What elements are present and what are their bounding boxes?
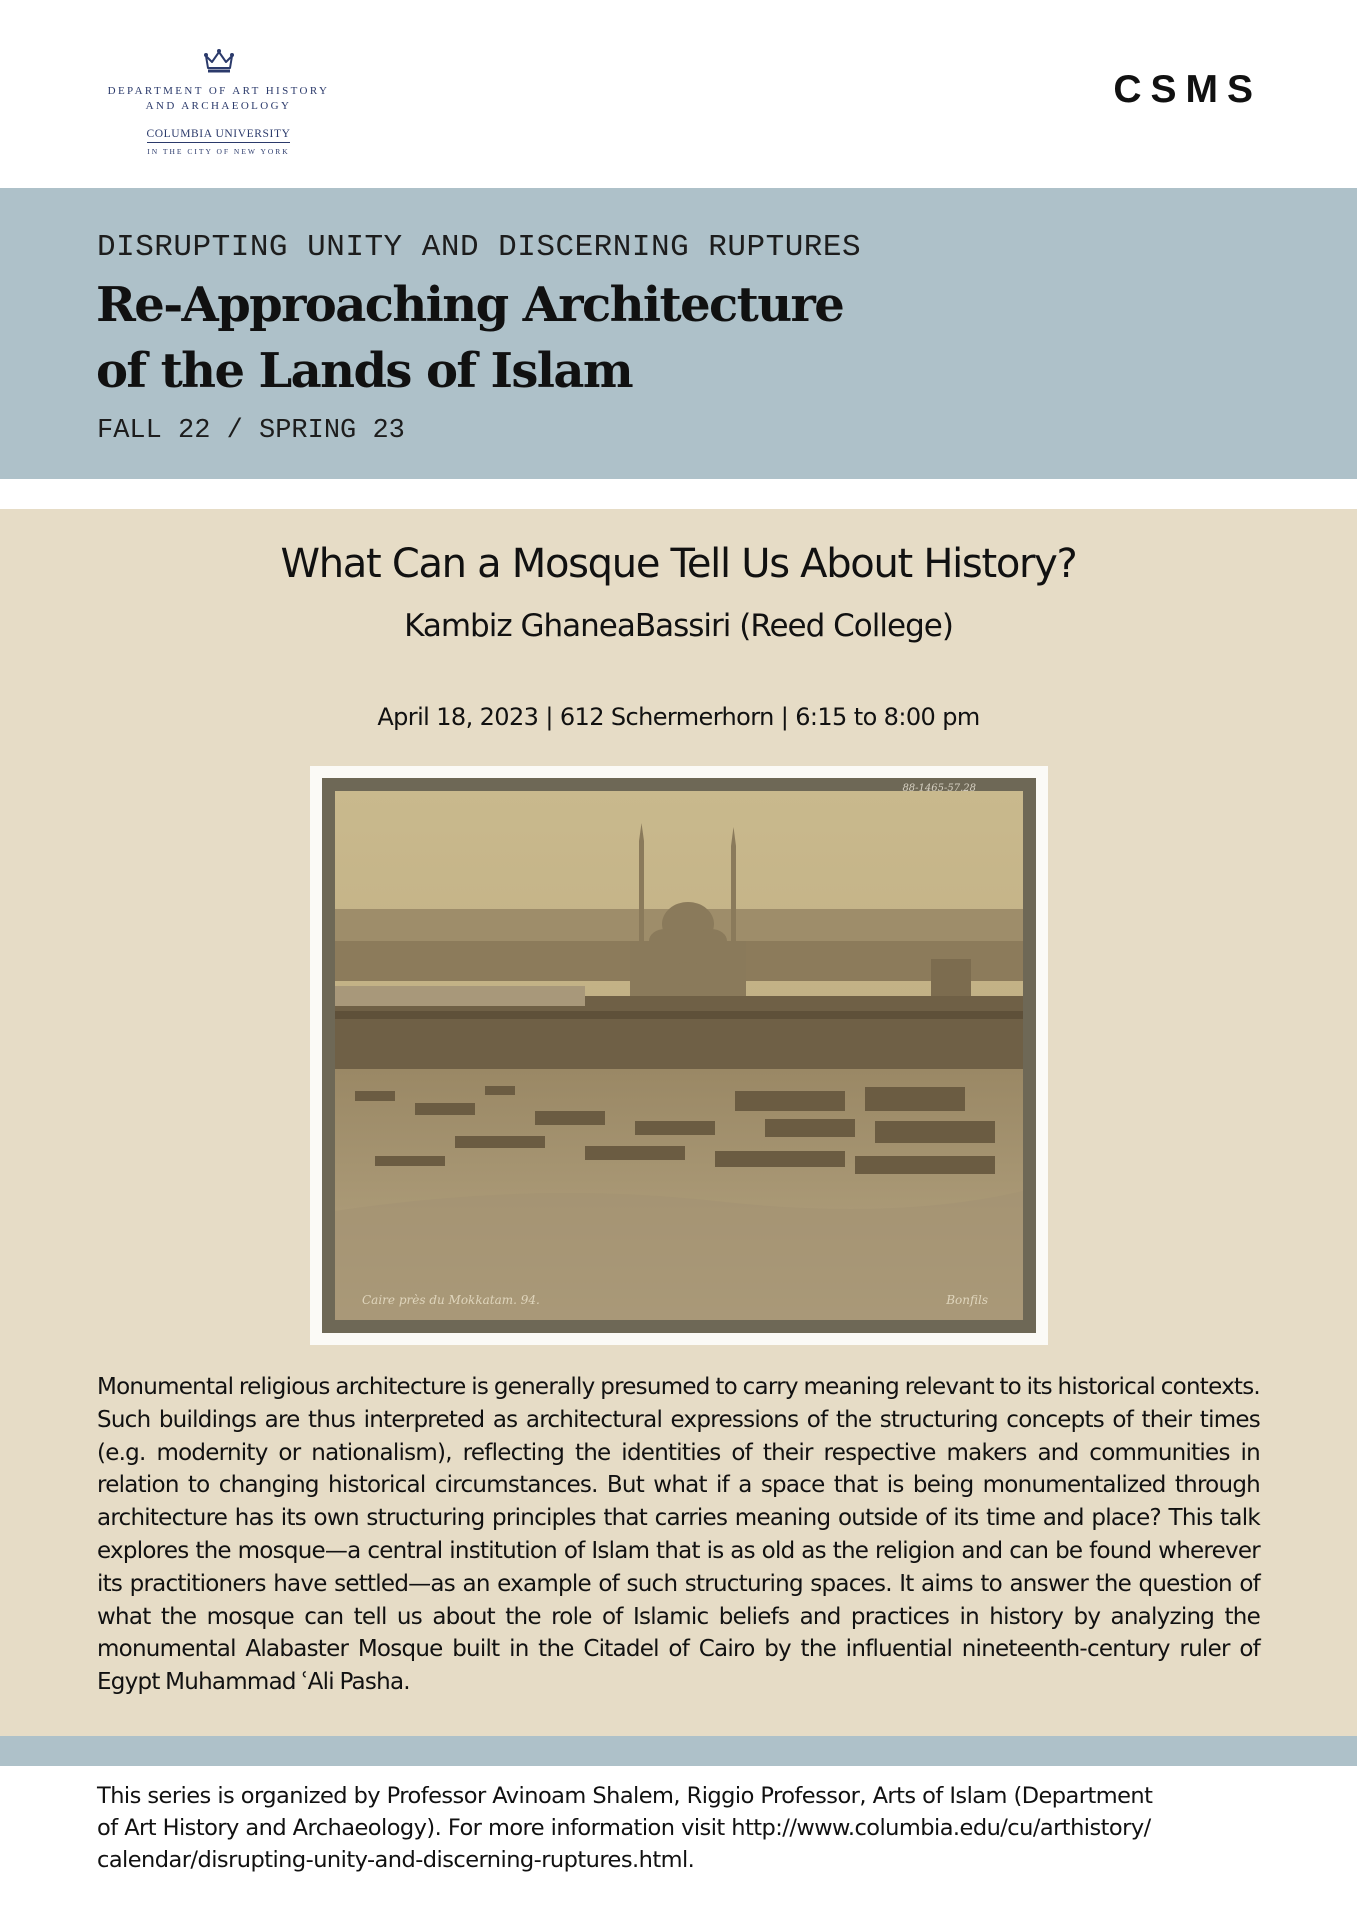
organizer-note-line-3: calendar/disrupting-unity-and-discerning-ruptures.html.	[97, 1847, 695, 1873]
organizer-note-line-2: of Art History and Archaeology). For more information visit http://www.columbia.edu/cu/arthistory/	[97, 1815, 1151, 1841]
talk-title: What Can a Mosque Tell Us About History?	[280, 541, 1077, 587]
photo-caption: Caire près du Mokkatam. 94.	[362, 1293, 540, 1307]
crown-icon	[203, 48, 235, 74]
university-name: COLUMBIA UNIVERSITY	[147, 128, 291, 143]
series-title-line-1: Re-Approaching Architecture	[96, 277, 844, 333]
talk-content-area	[0, 509, 1357, 1736]
university-city: IN THE CITY OF NEW YORK	[147, 147, 290, 156]
columbia-art-history-logo	[96, 48, 341, 156]
speaker-name: Kambiz GhaneaBassiri (Reed College)	[404, 608, 953, 644]
series-term: FALL 22 / SPRING 23	[97, 416, 405, 446]
event-details: April 18, 2023 | 612 Schermerhorn | 6:15 to 8:00 pm	[377, 703, 980, 731]
poster-header	[0, 0, 1357, 188]
photographer-signature: Bonfils	[946, 1293, 988, 1307]
series-title-band	[0, 188, 1357, 479]
organizer-note-line-1: This series is organized by Professor Avinoam Shalem, Riggio Professor, Arts of Islam (Department	[97, 1783, 1153, 1809]
photo-catalog-number: 88-1465-57.28	[902, 783, 976, 794]
csms-logo: CSMS	[1113, 68, 1262, 111]
footer-divider-strip	[0, 1736, 1357, 1766]
department-name-line-1: DEPARTMENT OF ART HISTORY	[107, 85, 330, 97]
series-label: DISRUPTING UNITY AND DISCERNING RUPTURES	[97, 230, 862, 265]
organizer-note	[97, 1780, 1267, 1876]
talk-abstract: Monumental religious architecture is generally presumed to carry meaning relevant to its historical contexts. Such buildings are thus interpreted as architectural expressions of the structuring concepts of their times (e.g. modernity or nationalism), reflecting the identities of their respective makers and communities in relation to changing historical circumstances. But what if a space that is being monumentalized through architecture has its own structuring principles that carries meaning outside of its time and place? This talk explores the mosque—a central institution of Islam that is as old as the religion and can be found wherever its practitioners have settled—as an example of such structuring spaces. It aims to answer the question of what the mosque can tell us about the role of Islamic beliefs and practices in history by analyzing the monumental Alabaster Mosque built in the Citadel of Cairo by the influential nineteenth-century ruler of Egypt Muhammad ʿAli Pasha.	[97, 1374, 1260, 1696]
series-title	[96, 272, 843, 404]
department-name-line-2: AND ARCHAEOLOGY	[145, 100, 292, 112]
mosque-photograph	[322, 778, 1036, 1333]
series-title-line-2: of the Lands of Islam	[96, 343, 633, 399]
mosque-photo-illustration	[335, 791, 1023, 1320]
photo-frame	[310, 766, 1048, 1345]
